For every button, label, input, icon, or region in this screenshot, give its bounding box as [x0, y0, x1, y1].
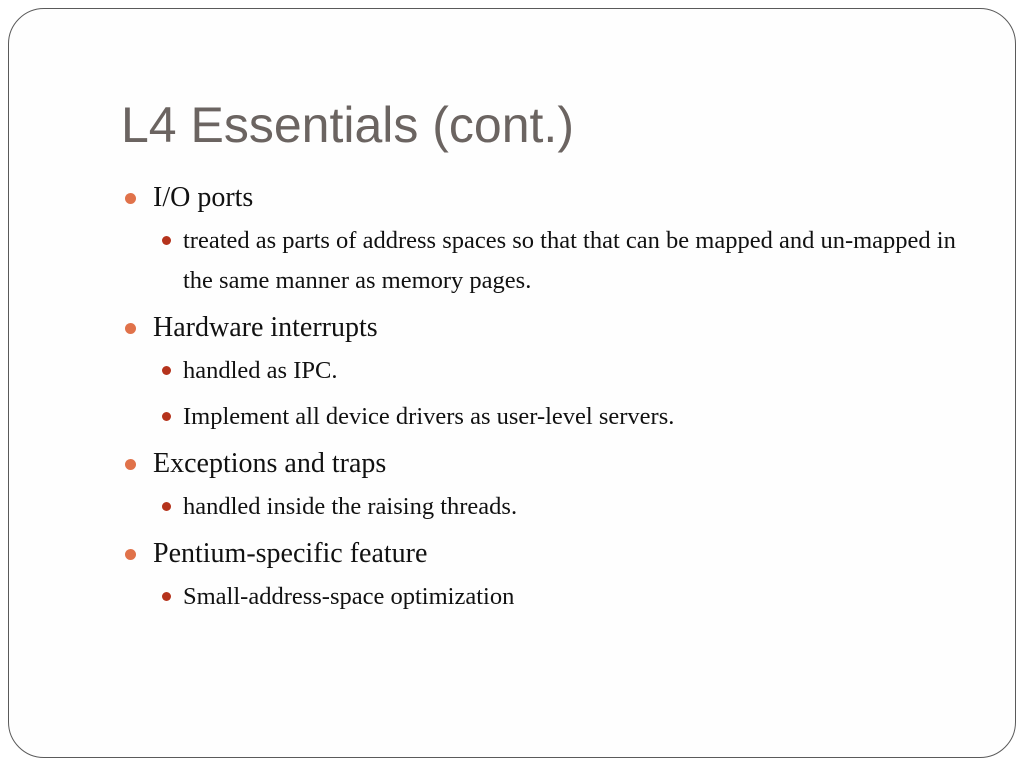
sub-bullet-dot-icon	[162, 366, 171, 375]
sub-bullet-text: Small-address-space optimization	[183, 583, 515, 610]
sub-bullet-item	[121, 397, 991, 437]
sub-bullet-text: Implement all device drivers as user-level servers.	[183, 403, 675, 430]
bullet-dot-icon	[125, 549, 136, 560]
sub-bullet-item	[121, 351, 991, 391]
bullet-dot-icon	[125, 323, 136, 334]
sub-bullet-dot-icon	[162, 412, 171, 421]
sub-bullet-dot-icon	[162, 236, 171, 245]
bullet-item	[121, 443, 991, 485]
sub-bullet-item	[121, 487, 991, 527]
sub-bullet-text: treated as parts of address spaces so that that can be mapped and un-mapped in the same manner as memory pages.	[183, 227, 956, 294]
sub-bullet-text: handled as IPC.	[183, 357, 338, 384]
bullet-text: Exceptions and traps	[153, 448, 387, 479]
bullet-item	[121, 177, 991, 219]
bullet-item	[121, 307, 991, 349]
sub-bullet-dot-icon	[162, 502, 171, 511]
slide-frame	[8, 8, 1016, 758]
bullet-dot-icon	[125, 193, 136, 204]
bullet-dot-icon	[125, 459, 136, 470]
sub-bullet-dot-icon	[162, 592, 171, 601]
sub-bullet-item	[121, 577, 991, 617]
bullet-list	[121, 177, 991, 623]
slide-title: L4 Essentials (cont.)	[121, 97, 574, 153]
bullet-item	[121, 533, 991, 575]
bullet-text: Hardware interrupts	[153, 312, 378, 343]
sub-bullet-text: handled inside the raising threads.	[183, 493, 518, 520]
bullet-text: Pentium-specific feature	[153, 538, 428, 569]
sub-bullet-item	[121, 221, 991, 301]
bullet-text: I/O ports	[153, 182, 254, 213]
